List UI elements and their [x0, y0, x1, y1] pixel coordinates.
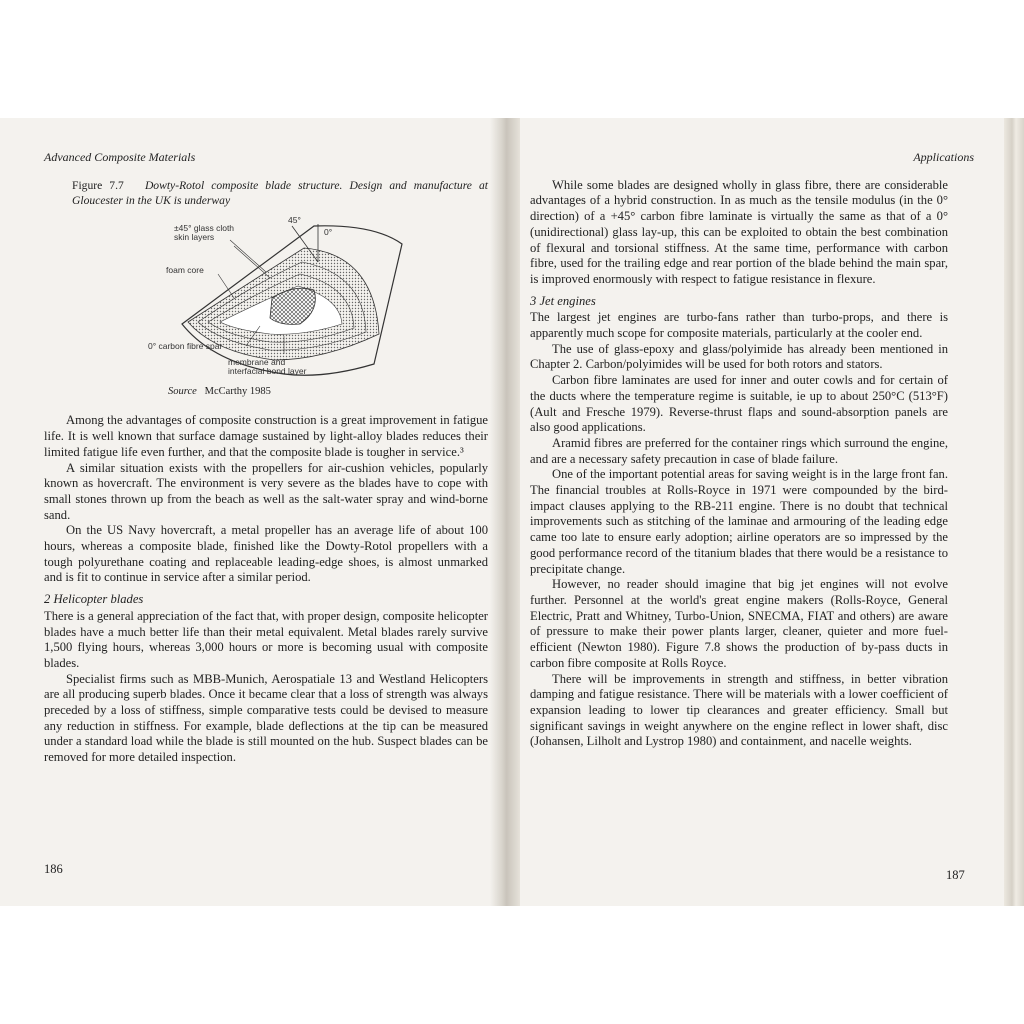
figure-caption-label: Figure 7.7: [72, 178, 124, 192]
figure-caption: [72, 178, 488, 208]
paragraph: There will be improvements in strength and stiffness, in better vibration damping and fatigue resistance. There will be materials with a lower coefficient of expansion leading to lower tip clearances and greater efficiency. Small but significant savings in weight anywhere on the engine reflect in lower shaft, disc (Johansen, Lilholt and Lystrop 1980) and containment, and nacelle weights.: [530, 671, 948, 749]
running-head-left: Advanced Composite Materials: [44, 150, 196, 164]
figure-caption-text: Dowty-Rotol composite blade structure. Design and manufacture at Gloucester in the UK is underway: [72, 178, 488, 207]
paragraph: While some blades are designed wholly in glass fibre, there are considerable advantages of a hybrid construction. In as much as the tensile modulus (in the 0° direction) of a +45° carbon fibre laminate is virtually the same as that of a 0° (unidirectional) glass lay-up, this can be exploited to obtain the best combination of flexural and torsional stiffness. At the same time, performance with carbon fibre, used for the trailing edge and rear portion of the blade behind the main spar, is improved enormously with respect to fatigue resistance in flexure.: [530, 177, 948, 286]
label-foam-core: foam core: [166, 264, 204, 275]
left-page: [44, 150, 488, 766]
label-membrane: membrane and interfacial bond layer: [228, 356, 307, 376]
source-label: Source: [168, 385, 197, 397]
paragraph: One of the important potential areas for saving weight is in the large front fan. The financial troubles at Rolls-Royce in 1971 were compounded by the bird-impact clauses applying to the RB-211 engine. There is no doubt that technical improvements such as stitching of the laminae and armouring of the leading edge came too late to ensure early adoption; airline operators are so impressed by the good performance record of the titanium blades that there would be a resistance to precipitate change.: [530, 467, 948, 576]
section-heading-jet-engines: 3 Jet engines: [530, 293, 596, 308]
paragraph: The largest jet engines are turbo-fans rather than turbo-props, and there is apparently much scope for composite materials, particularly at the cooler end.: [530, 310, 948, 341]
page-number-left: 186: [44, 862, 63, 876]
page-edges: [1004, 118, 1024, 906]
page-number-right: 187: [946, 868, 965, 882]
paragraph: However, no reader should imagine that big jet engines will not evolve further. Personnel at the world's great engine makers (Rolls-Royce, General Electric, Pratt and Whitney, Turbo-Union, SNECMA, FIAT and others) are aware of pressure to make their power plants larger, cleaner, quieter and more fuel-efficient (Newton 1980). Figure 7.8 shows the production of by-pass ducts in carbon fibre composite at Rolls Royce.: [530, 577, 948, 670]
label-45-degrees: 45°: [288, 214, 301, 225]
paragraph: A similar situation exists with the propellers for air-cushion vehicles, popularly known as hovercraft. The environment is very severe as the blades have to cope with small stones thrown up from the beach as well as the salt-water spray and wind-borne sand.: [44, 460, 488, 522]
paragraph: Specialist firms such as MBB-Munich, Aerospatiale 13 and Westland Helicopters are all producing superb blades. Once it became clear that a loss of strength was always preceded by a loss of stiffness, simple comparative tests could be devised to measure any reduction in stiffness. For example, blade deflections at the tip can be measured under a standard load while the blade is still mounted on the hub. Suspect blades can be removed for more detailed inspection.: [44, 671, 488, 765]
running-head-right: Applications: [913, 150, 974, 164]
label-carbon-spar: 0° carbon fibre spar: [148, 340, 223, 351]
blade-diagram: [148, 214, 424, 384]
paragraph: Among the advantages of composite construction is a great improvement in fatigue life. It is well known that surface damage sustained by light-alloy blades reduces their limited fatigue life even further, and that the composite blade is tougher in service.³: [44, 413, 488, 459]
label-0-degrees: 0°: [324, 226, 333, 237]
source-text: McCarthy 1985: [204, 385, 271, 397]
figure-source: [168, 384, 488, 400]
paragraph: Carbon fibre laminates are used for inner and outer cowls and for certain of the ducts where the temperature regime is suitable, ie up to about 250°C (513°F) (Ault and Fresche 1979). Reverse-thrust flaps and sound-absorption panels are also good applications.: [530, 373, 948, 435]
book-gutter: [490, 118, 520, 906]
paragraph: Aramid fibres are preferred for the container rings which surround the engine, and are a necessary safety precaution in case of blade failure.: [530, 435, 948, 466]
section-heading-helicopter-blades: 2 Helicopter blades: [44, 592, 144, 607]
right-page: [530, 150, 974, 750]
paragraph: On the US Navy hovercraft, a metal propeller has an average life of about 100 hours, whereas a composite blade, finished like the Dowty-Rotol propellers with a tough polyurethane coating and replaceable leading-edge shoes, is almost unmarked and is fit to continue in service after a similar period.: [44, 523, 488, 585]
label-glass-skin: ±45° glass cloth skin layers: [174, 222, 235, 242]
paragraph: There is a general appreciation of the fact that, with proper design, composite helicopter blades have a much better life than their metal equivalent. Metal blades rarely survive 1,500 flying hours, whereas 3,000 hours or more is becoming usual with composite blades.: [44, 608, 488, 670]
paragraph: The use of glass-epoxy and glass/polyimide has already been mentioned in Chapter 2. Carbon/polyimides will be used for both rotors and stators.: [530, 341, 948, 372]
